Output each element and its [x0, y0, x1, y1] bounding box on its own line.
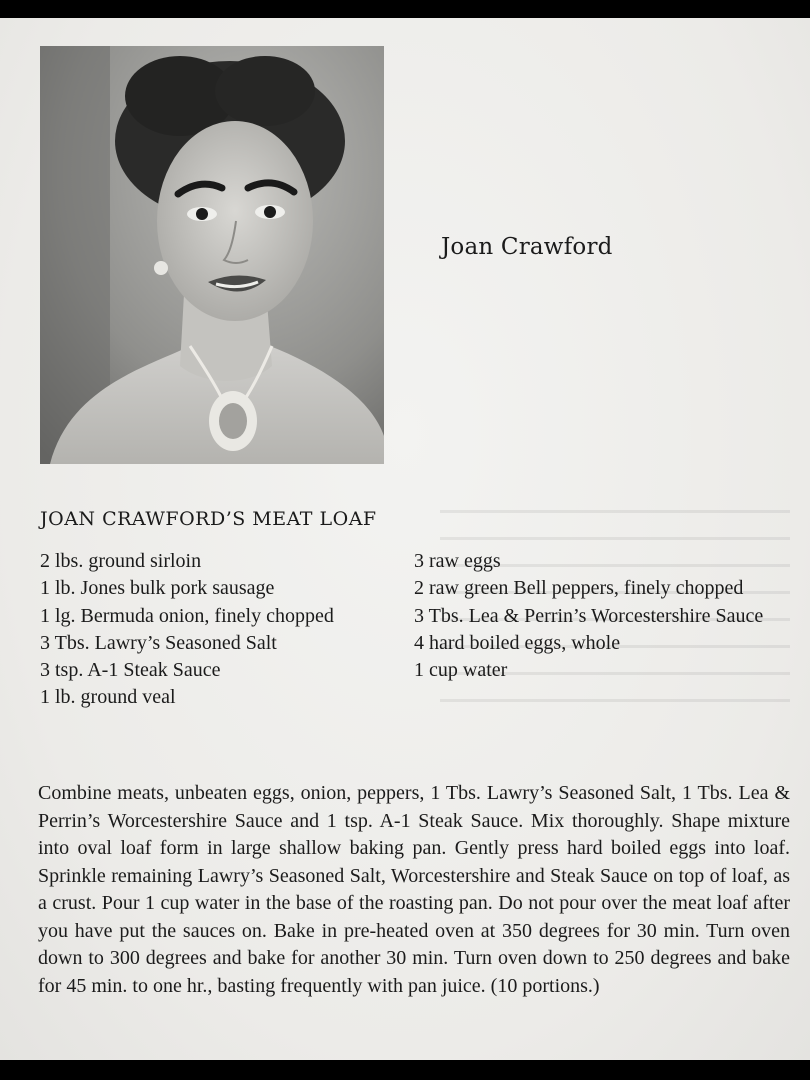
ingredient-item: 1 lb. Jones bulk pork sausage	[40, 577, 275, 600]
ingredient-item: 3 raw eggs	[414, 550, 501, 572]
ingredient-item: 1 cup water	[414, 659, 508, 682]
ingredient-item: 3 tsp. A-1 Steak Sauce	[40, 659, 221, 682]
celebrity-name: Joan Crawford	[441, 234, 613, 260]
ingredient-item: 4 hard boiled eggs, whole	[414, 631, 621, 654]
ingredient-item: 2 lbs. ground sirloin	[40, 550, 202, 572]
ingredient-item: 1 lg. Bermuda onion, finely chopped	[40, 604, 334, 627]
recipe-title: JOAN CRAWFORD’S MEAT LOAF	[40, 508, 377, 530]
ingredients-right-column	[414, 548, 794, 684]
ingredient-item: 2 raw green Bell peppers, finely chopped	[414, 577, 744, 600]
cookbook-page	[0, 18, 810, 1060]
recipe-directions: Combine meats, unbeaten eggs, onion, peppers, 1 Tbs. Lawry’s Seasoned Salt, 1 Tbs. Lea & Perrin’s Worcestershire Sauce and 1 tsp. A-1 Steak Sauce. Mix thoroughly. Shape mixture into oval loaf form in large shallow baking pan. Gently press hard boiled eggs into loaf. Sprinkle remaining Lawry’s Seasoned Salt, Worcestershire and Steak Sauce on top of loaf, as a crust. Pour 1 cup water in the base of the roasting pan. Do not pour over the meat loaf after you have put the sauces on. Bake in pre-heated oven at 350 degrees for 30 min. Turn oven down to 300 degrees and bake for another 30 min. Turn oven down to 250 degrees and bake for 45 min. to one hr., basting frequently with pan juice. (10 portions.)	[38, 782, 790, 997]
portrait-photo	[40, 46, 384, 464]
ingredients-left-column	[40, 548, 400, 712]
ingredient-item: 1 lb. ground veal	[40, 686, 176, 709]
portrait-illustration	[40, 46, 384, 464]
ingredient-item: 3 Tbs. Lea & Perrin’s Worcestershire Sauce	[414, 604, 764, 627]
ingredient-item: 3 Tbs. Lawry’s Seasoned Salt	[40, 631, 277, 654]
